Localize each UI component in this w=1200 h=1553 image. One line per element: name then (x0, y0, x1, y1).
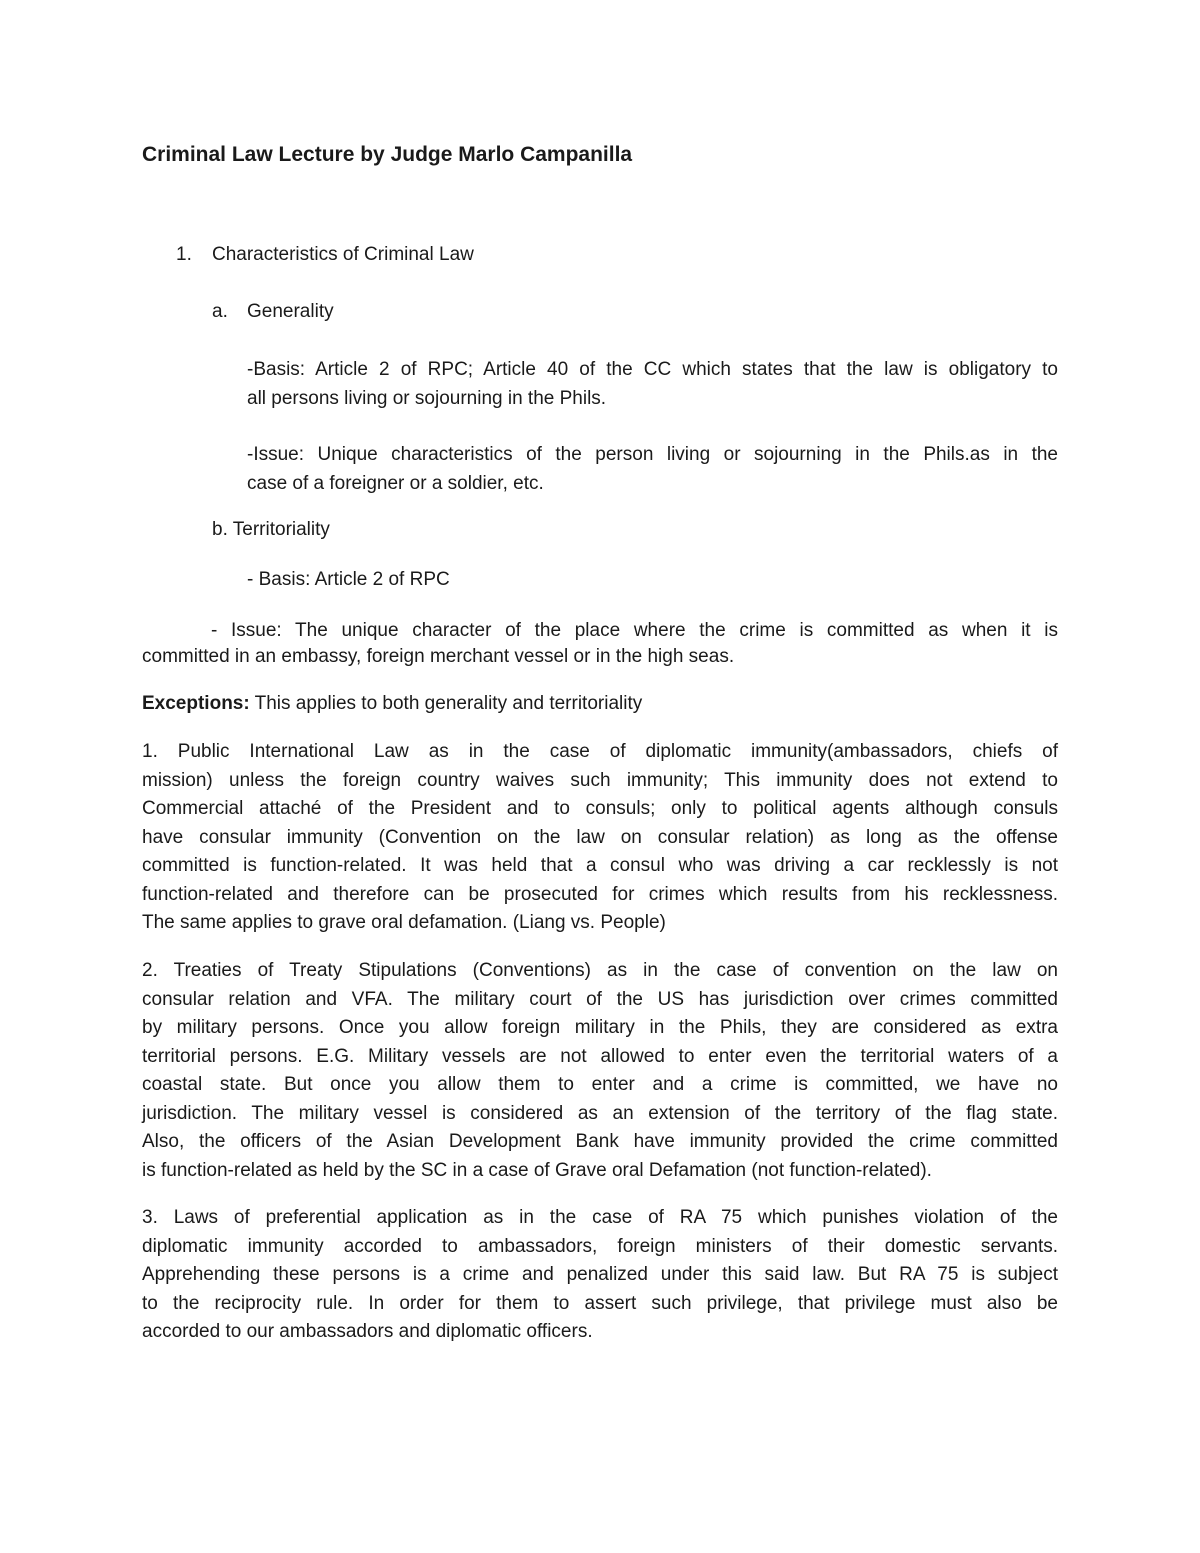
subsection-heading-territoriality: b. Territoriality (212, 519, 330, 540)
subsection-letter-a: a. (212, 301, 228, 322)
exception-paragraph-1: 1. Public International Law as in the case of diplomatic immunity(ambassadors, chiefs of mission) unless the foreign country waives such immunity; This immunity does not extend to Commercial attaché of the President and to consuls; only to political agents although consuls have consular immunity (Convention on the law on consular relation) as long as the offense committed is function-related. It was held that a consul who was driving a car recklessly is not function-related and therefore can be prosecuted for crimes which results from his recklessness. The same applies to grave oral defamation. (Liang vs. People) (142, 741, 1058, 933)
exception-paragraph-2: 2. Treaties of Treaty Stipulations (Conventions) as in the case of convention on the law on consular relation and VFA. The military court of the US has jurisdiction over crimes committed by military persons. Once you allow foreign military in the Phils, they are considered as extra territorial persons. E.G. Military vessels are not allowed to enter even the territorial waters of a coastal state. But once you allow them to enter and a crime is committed, we have no jurisdiction. The military vessel is considered as an extension of the territory of the flag state. Also, the officers of the Asian Development Bank have immunity provided the crime committed is function-related as held by the SC in a case of Grave oral Defamation (not function-related). (142, 960, 1058, 1181)
exceptions-label: Exceptions: (142, 693, 250, 714)
generality-basis: -Basis: Article 2 of RPC; Article 40 of the CC which states that the law is obligatory to all persons living or sojourning in the Phils. (247, 359, 1058, 409)
territoriality-basis: - Basis: Article 2 of RPC (247, 569, 450, 590)
exceptions-intro (142, 690, 642, 719)
territoriality-issue: - Issue: The unique character of the place where the crime is committed as when it is committed in an embassy, foreign merchant vessel or in the high seas. (142, 620, 1058, 667)
section-number: 1. (176, 244, 192, 265)
exceptions-text: This applies to both generality and territoriality (249, 693, 643, 714)
subsection-heading-generality: Generality (247, 301, 334, 322)
generality-issue: -Issue: Unique characteristics of the person living or sojourning in the Phils.as in the case of a foreigner or a soldier, etc. (247, 444, 1058, 494)
page-title: Criminal Law Lecture by Judge Marlo Campanilla (142, 143, 633, 166)
exception-paragraph-3: 3. Laws of preferential application as in the case of RA 75 which punishes violation of the diplomatic immunity accorded to ambassadors, foreign ministers of their domestic servants. Apprehending these persons is a crime and penalized under this said law. But RA 75 is subject to the reciprocity rule. In order for them to assert such privilege, that privilege must also be accorded to our ambassadors and diplomatic officers. (142, 1207, 1058, 1342)
section-heading: Characteristics of Criminal Law (212, 244, 474, 265)
